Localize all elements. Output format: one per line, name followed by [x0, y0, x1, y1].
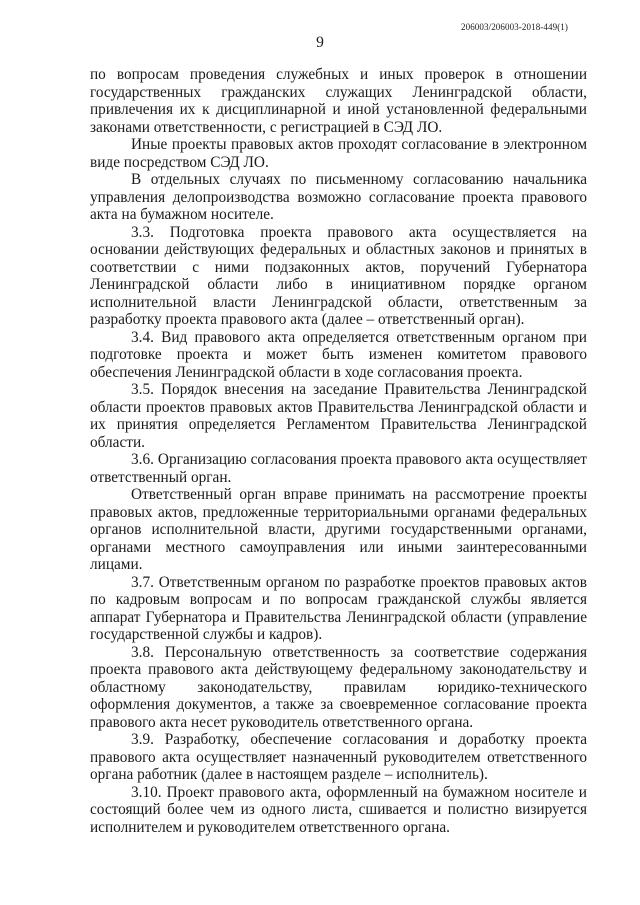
paragraph-3-9: 3.9. Разработку, обеспечение согласования и доработку проекта правового акта осуществляет назначенный руководителем ответственного органа работник (далее в настоящем разделе – исполнитель). [90, 731, 587, 783]
paragraph-paper-approval: В отдельных случаях по письменному согласованию начальника управления делопроизводства возможно согласование проекта правового акта на бумажном носителе. [90, 171, 587, 223]
paragraph-3-8: 3.8. Персональную ответственность за соответствие содержания проекта правового акта действующему федеральному законодательству и областному законодательству, правилам юридико-технического оформления документов, а также за своевременное согласование проекта правового акта несет руководитель ответственного органа. [90, 643, 587, 731]
document-body [90, 66, 587, 836]
paragraph-3-3: 3.3. Подготовка проекта правового акта осуществляется на основании действующих федеральных и областных законов и принятых в соответствии с ними подзаконных актов, поручений Губернатора Ленинградской области либо в инициативном порядке органом исполнительной власти Ленинградской области, ответственным за разработку проекта правового акта (далее – ответственный орган). [90, 223, 587, 328]
paragraph-3-5: 3.5. Порядок внесения на заседание Правительства Ленинградской области проектов правовых актов Правительства Ленинградской области и их принятия определяется Регламентом Правительства Ленинградской области. [90, 381, 587, 451]
paragraph-3-6: 3.6. Организацию согласования проекта правового акта осуществляет ответственный орган. [90, 451, 587, 486]
paragraph-3-10: 3.10. Проект правового акта, оформленный на бумажном носителе и состоящий более чем из одного листа, сшивается и полистно визируется исполнителем и руководителем ответственного органа. [90, 783, 587, 836]
paragraph-continuation: по вопросам проведения служебных и иных проверок в отношении государственных гражданских служащих Ленинградской области, привлечения их к дисциплинарной и иной установленной федеральными законами ответственности, с регистрацией в СЭД ЛО. [90, 66, 587, 136]
paragraph-3-4: 3.4. Вид правового акта определяется ответственным органом при подготовке проекта и может быть изменен комитетом правового обеспечения Ленинградской области в ходе согласования проекта. [90, 328, 587, 381]
paragraph-3-7: 3.7. Ответственным органом по разработке проектов правовых актов по кадровым вопросам и по вопросам гражданской службы является аппарат Губернатора и Правительства Ленинградской области (управление государственной службы и кадров). [90, 573, 587, 643]
paragraph-electronic-approval: Иные проекты правовых актов проходят согласование в электронном виде посредством СЭД ЛО. [90, 136, 587, 171]
document-id: 206003/206003-2018-449(1) [461, 22, 568, 32]
page-number: 9 [316, 34, 324, 51]
paragraph-3-6-proposals: Ответственный орган вправе принимать на рассмотрение проекты правовых актов, предложенные территориальными органами федеральных органов исполнительной власти, другими государственными органами, органами местного самоуправления или иными заинтересованными лицами. [90, 486, 587, 573]
